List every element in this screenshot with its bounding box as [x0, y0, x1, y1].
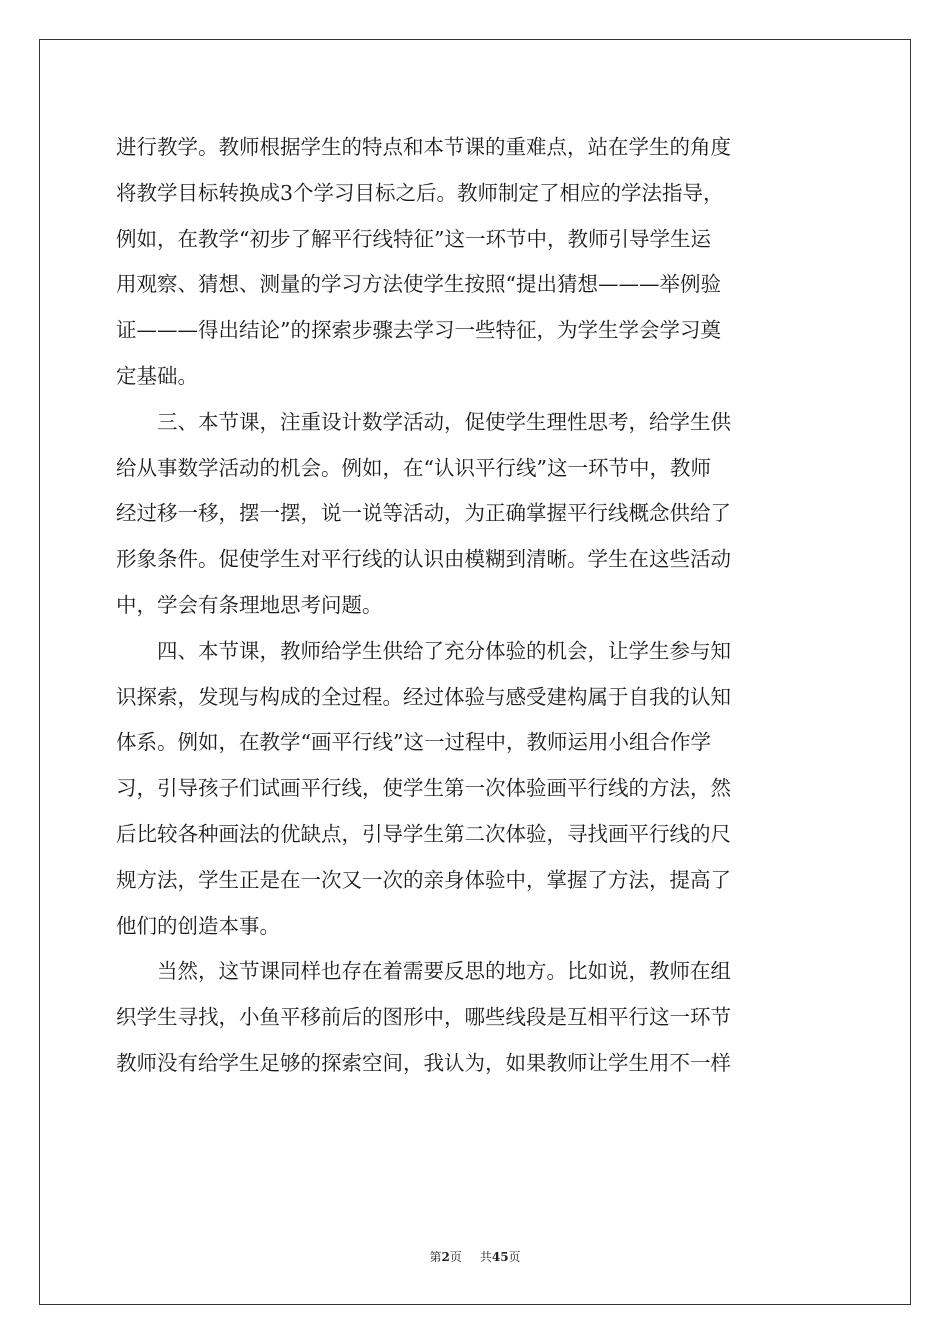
total-pages: 45 [491, 1250, 509, 1264]
text-line: 他们的创造本事。 [116, 913, 280, 938]
text-line: 用观察、猜想、测量的学习方法使学生按照“提出猜想———举例验 [116, 272, 721, 297]
document-body [116, 125, 836, 1087]
text-line: 习，引导孩子们试画平行线，使学生第一次体验画平行线的方法，然 [116, 776, 731, 801]
text-line: 给从事数学活动的机会。例如，在“认识平行线”这一环节中，教师 [116, 455, 711, 480]
text-line: 当然，这节课同样也存在着需要反思的地方。比如说，教师在组 [116, 959, 731, 984]
total-prefix: 共 [479, 1250, 492, 1264]
text-line: 中，学会有条理地思考问题。 [116, 592, 383, 617]
text-line: 进行教学。教师根据学生的特点和本节课的重难点，站在学生的角度 [116, 135, 731, 159]
page-prefix: 第 [429, 1250, 442, 1264]
text-line: 后比较各种画法的优缺点，引导学生第二次体验，寻找画平行线的尺 [116, 821, 731, 846]
text-line: 规方法，学生正是在一次又一次的亲身体验中，掌握了方法，提高了 [116, 867, 731, 892]
page-suffix: 页 [449, 1250, 462, 1264]
total-suffix: 页 [508, 1250, 521, 1264]
text-line: 四、本节课，教师给学生供给了充分体验的机会，让学生参与知 [116, 638, 731, 663]
text-line: 教师没有给学生足够的探索空间，我认为，如果教师让学生用不一样 [116, 1050, 731, 1075]
text-line: 识探索，发现与构成的全过程。经过体验与感受建构属于自我的认知 [116, 684, 731, 709]
page-footer [0, 1248, 950, 1265]
text-line: 例如，在教学“初步了解平行线特征”这一环节中，教师引导学生运 [116, 226, 711, 251]
text-line: 织学生寻找，小鱼平移前后的图形中，哪些线段是互相平行这一环节 [116, 1005, 731, 1030]
text-line: 三、本节课，注重设计数学活动，促使学生理性思考，给学生供 [116, 409, 731, 434]
text-line: 将教学目标转换成3个学习目标之后。教师制定了相应的学法指导， [116, 180, 724, 205]
text-line: 形象条件。促使学生对平行线的认识由模糊到清晰。学生在这些活动 [116, 547, 731, 572]
text-line: 证———得出结论”的探索步骤去学习一些特征，为学生学会学习奠 [116, 318, 721, 343]
text-line: 定基础。 [116, 363, 198, 388]
text-line: 经过移一移，摆一摆，说一说等活动，为正确掌握平行线概念供给了 [116, 501, 731, 526]
text-line: 体系。例如，在教学“画平行线”这一过程中，教师运用小组合作学 [116, 730, 711, 755]
page-number: 2 [441, 1250, 450, 1264]
